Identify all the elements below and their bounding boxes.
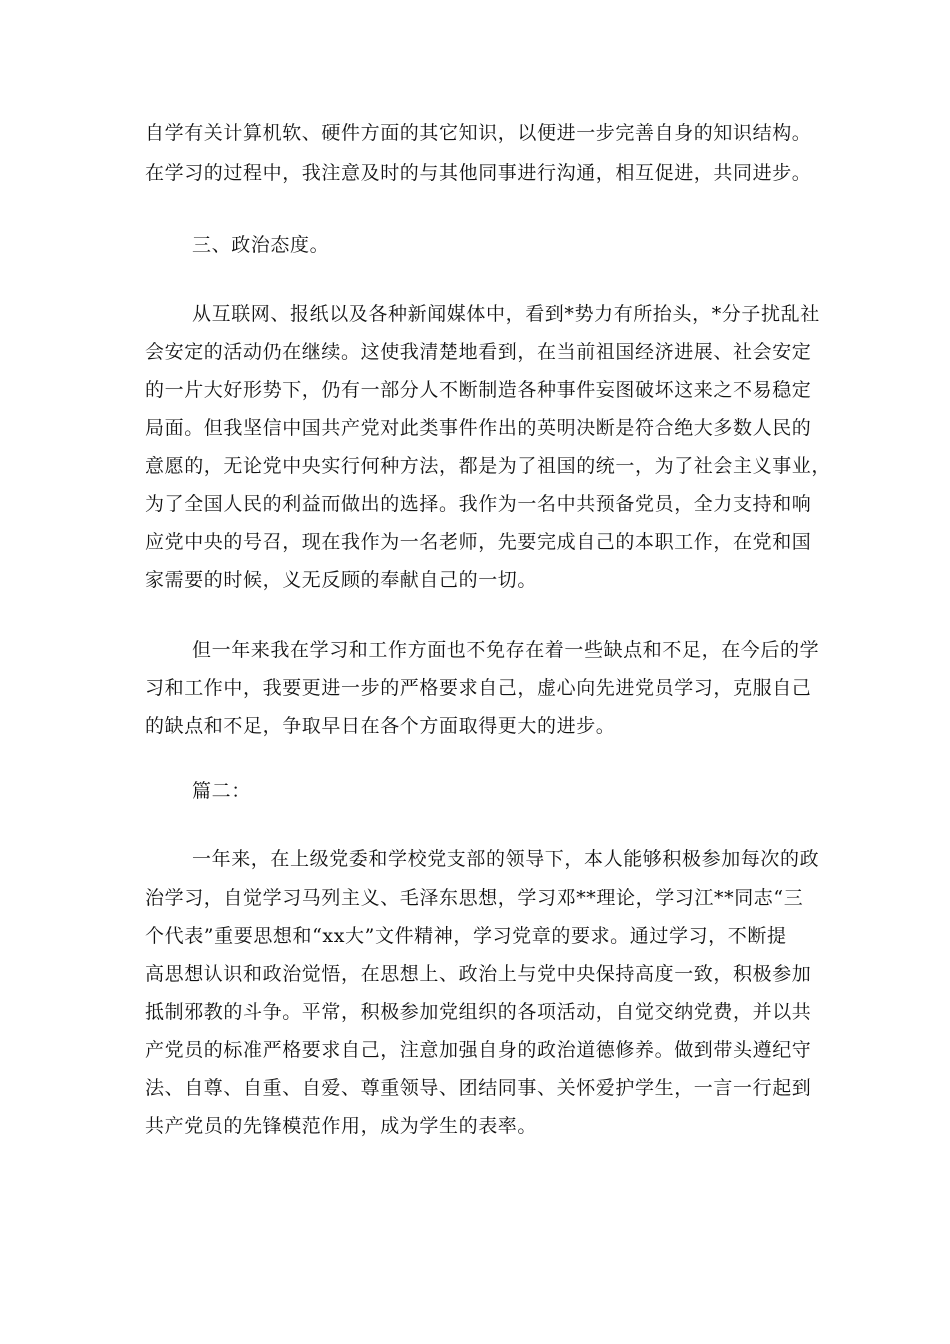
paragraph-line: 个代表”重要思想和“xx大”文件精神，学习党章的要求。通过学习，不断提: [145, 925, 787, 947]
paragraph-line: 家需要的时候，义无反顾的奉献自己的一切。: [145, 569, 538, 591]
paragraph-line: 共产党员的先锋模范作用，成为学生的表率。: [145, 1115, 538, 1137]
paragraph-line: 法、自尊、自重、自爱、尊重领导、团结同事、关怀爱护学生，一言一行起到: [145, 1077, 812, 1099]
paragraph-line: 意愿的，无论党中央实行何种方法，都是为了祖国的统一，为了社会主义事业，: [145, 455, 832, 477]
paragraph-line: 的缺点和不足，争取早日在各个方面取得更大的进步。: [145, 715, 616, 737]
section-heading: 三、政治态度。: [192, 234, 330, 256]
paragraph-line: 为了全国人民的利益而做出的选择。我作为一名中共预备党员，全力支持和响: [145, 493, 812, 515]
paragraph-line: 应党中央的号召，现在我作为一名老师，先要完成自己的本职工作，在党和国: [145, 531, 812, 553]
paragraph-line: 在学习的过程中，我注意及时的与其他同事进行沟通，相互促进，共同进步。: [145, 162, 812, 184]
paragraph-line: 从互联网、报纸以及各种新闻媒体中，看到*势力有所抬头，*分子扰乱社: [192, 303, 820, 325]
section-heading: 篇二：: [192, 780, 251, 802]
paragraph-line: 抵制邪教的斗争。平常，积极参加党组织的各项活动，自觉交纳党费，并以共: [145, 1001, 812, 1023]
paragraph-line: 会安定的活动仍在继续。这使我清楚地看到，在当前祖国经济进展、社会安定: [145, 341, 812, 363]
paragraph-line: 自学有关计算机软、硬件方面的其它知识，以便进一步完善自身的知识结构。: [145, 122, 812, 144]
paragraph-line: 高思想认识和政治觉悟，在思想上、政治上与党中央保持高度一致，积极参加: [145, 963, 812, 985]
paragraph-line: 的一片大好形势下，仍有一部分人不断制造各种事件妄图破坏这来之不易稳定: [145, 379, 812, 401]
paragraph-line: 局面。但我坚信中国共产党对此类事件作出的英明决断是符合绝大多数人民的: [145, 417, 812, 439]
paragraph-line: 习和工作中，我要更进一步的严格要求自己，虚心向先进党员学习，克服自己: [145, 677, 812, 699]
paragraph-line: 但一年来我在学习和工作方面也不免存在着一些缺点和不足，在今后的学: [192, 639, 820, 661]
paragraph-line: 产党员的标准严格要求自己，注意加强自身的政治道德修养。做到带头遵纪守: [145, 1039, 812, 1061]
paragraph-line: 治学习，自觉学习马列主义、毛泽东思想，学习邓**理论，学习江**同志“三: [145, 887, 804, 909]
paragraph-line: 一年来，在上级党委和学校党支部的领导下，本人能够积极参加每次的政: [192, 848, 820, 870]
